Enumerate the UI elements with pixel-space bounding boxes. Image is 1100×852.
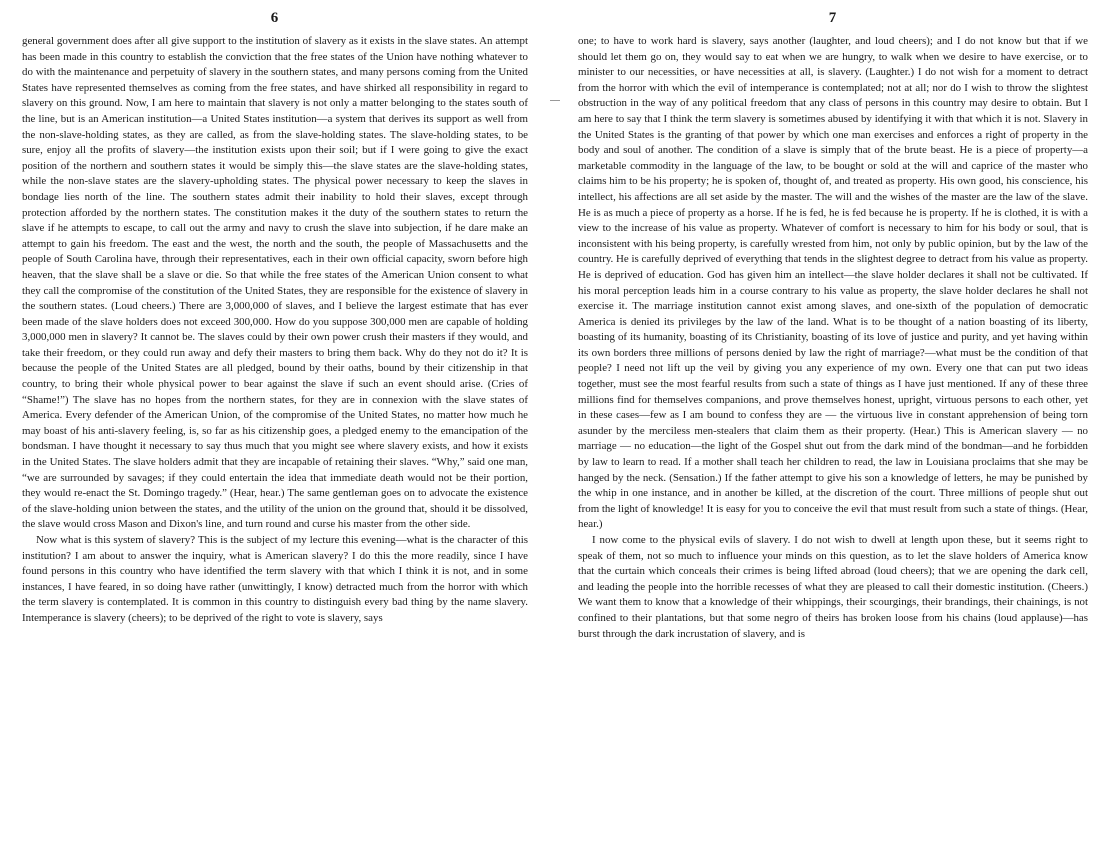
paragraph: I now come to the physical evils of slavery. I do not wish to dwell at length upon these, but it seems right to speak of them, not so much to influence your minds on this question, as to let the slave holders of America know that the curtain which conceals their crimes is being lifted abroad (loud cheers); that we are opening the dark cell, and leading the people into the horrible recesses of what they are pleased to call their domestic institution. (Cheers.) We want them to know that a knowledge of their whippings, their scourgings, their brandings, their chainings, is not confined to their plantations, but that some negro of theirs has broken loose from his chains (loud applause)—has burst through the dark incrustation of slavery, and is bbox=[578, 534, 1088, 640]
paragraph: general government does after all give support to the institution of slavery as it exists in the slave states. An attempt has been made in this country to establish the conviction that the free states of the Union have nothing whatever to do with the maintenance and perpetuity of slavery in the southern states, and many persons coming from the United States have represented themselves as coming from the free states, and have shirked all responsibility in regard to slavery on this ground. Now, I am here to maintain that slavery is not only a matter belonging to the states south of the line, but is an American institution—a United States institution—a system that derives its support as well from the non-slave-holding states, as they are called, as from the slave-holding states. The slave-holding states, to be sure, enjoy all the profits of slavery—the institution exists upon their soil; but if I were going to give the exact position of the northern and southern states it would be simply this—the slave states are the slave-holding states, while the non-slave states are the slavery-upholding states. The physical power necessary to keep the slaves in bondage lies north of the line. The southern states admit their inability to hold their slaves, except through protection afforded by the northern states. The constitution makes it the duty of the southern states to return the slave if he attempts to escape, to call out the army and navy to crush the slave into subjection, if he dare make an attempt to gain his freedom. The east and the west, the north and the south, the people of Massachusetts and the people of South Carolina have, through their representatives, each in their own official capacity, sworn before high heaven, that the slave shall be a slave or die. So that while the free states of the American Union consent to what they call the compromise of the constitution of the United States, they are responsible for the existence of slavery in the southern states. (Loud cheers.) There are 3,000,000 of slaves, and I believe the largest estimate that has ever been made of the slave holders does not exceed 300,000. How do you suppose 300,000 men are capable of holding 3,000,000 men in slavery? It cannot be. The slaves could by their own power crush their masters if they would, and take their freedom, or they could run away and defy their masters to bring them back. Why do they not do it? It is because the people of the United States are all pledged, bound by their oaths, bound by their citizenship in that country, to bring their whole physical power to bear against the slave if such an event should arise. (Cries of “Shame!”) The slave has no hopes from the northern states, for they are in connexion with the slave states of America. Every defender of the American Union, of the compromise of the United States, no matter how much he may boast of his anti-slavery feeling, is, so far as his citizenship goes, a pledged enemy to the emancipation of the bondsman. I have thought it necessary to say thus much that you might see where slavery exists, and how it exists in the United States. The slave holders admit that they are incapable of retaining their slaves. “Why,” said one man, “we are surrounded by savages; if they could entertain the idea that immediate death would not be their portion, they would re-enact the St. Domingo tragedy.” (Hear, hear.) The same gentleman goes on to advocate the existence of the slave-holding union between the states, and the utility of the union on the ground that, should it be dissolved, the slave would cross Mason and Dixon's line, and turn round and curse his master from the other side. bbox=[22, 35, 528, 531]
left-page bbox=[0, 0, 540, 852]
page-number-left: 6 bbox=[270, 10, 280, 26]
page-number-right: 7 bbox=[828, 10, 838, 26]
left-page-text bbox=[22, 34, 528, 627]
paragraph: Now what is this system of slavery? This is the subject of my lecture this evening—what is the character of this institution? I am about to answer the inquiry, what is American slavery? I do this the more readily, since I have found persons in this country who have identified the term slavery with that which I think it is not, and in some instances, I have feared, in so doing have rather (unwittingly, I know) detracted much from the horror with which the term slavery is contemplated. It is common in this country to distinguish every bad thing by the name slavery. Intemperance is slavery (cheers); to be deprived of the right to vote is slavery, says bbox=[22, 534, 528, 624]
right-page bbox=[568, 0, 1100, 852]
paragraph: one; to have to work hard is slavery, says another (laughter, and loud cheers); and I do not know but that if we should let them go on, they would say to eat when we are hungry, to walk when we desire to have exercise, or to minister to our necessities, or have necessities at all, is slavery. (Laughter.) I do not wish for a moment to detract from the horror with which the evil of intemperance is contemplated; not at all; nor do I wish to throw the slightest obstruction in the way of any political freedom that any class of persons in this country may desire to obtain. But I am here to say that I think the term slavery is sometimes abused by identifying it with that which it is not. Slavery in the United States is the granting of that power by which one man exercises and enforces a right of property in the body and soul of another. The condition of a slave is simply that of the brute beast. He is a piece of property—a marketable commodity in the language of the law, to be bought or sold at the will and caprice of the master who claims him to be his property; he is spoken of, thought of, and treated as property. His own good, his conscience, his intellect, his affections are all set aside by the master. The will and the wishes of the master are the law of the slave. He is as much a piece of property as a horse. If he is fed, he is fed because he is property. If he is clothed, it is with a view to the increase of his value as property. Whatever of comfort is necessary to him for his body or soul, that is inconsistent with his being property, is carefully wrested from him, not only by public opinion, but by the law of the country. He is carefully deprived of everything that tends in the slightest degree to detract from his value as property. He is deprived of education. God has given him an intellect—the slave holder declares it shall not be cultivated. If his moral perception leads him in a course contrary to his value as property, the slave holder declares he shall not exercise it. The marriage institution cannot exist among slaves, and one-sixth of the population of democratic America is denied its privileges by the law of the land. What is to be thought of a nation boasting of its liberty, boasting of its humanity, boasting of its Christianity, boasting of its love of justice and purity, and yet having within its own borders three millions of persons denied by law the right of marriage?—what must be the condition of that people? I need not lift up the veil by giving you any experience of my own. Every one that can put two ideas together, must see the most fearful results from such a state of things as I have just mentioned. If any of these three millions find for themselves companions, and prove themselves honest, upright, virtuous persons to each other, yet in these cases—few as I am bound to confess they are — the virtuous live in constant apprehension of being torn asunder by the merciless men-stealers that claim them as their property. (Hear.) This is American slavery — no marriage — no education—the light of the Gospel shut out from the dark mind of the bondman—and he forbidden by law to learn to read. If a mother shall teach her children to read, the law in Louisiana proclaims that she may be hanged by the neck. (Sensation.) If the father attempt to give his son a knowledge of letters, he may be punished by the whip in one instance, and in another be killed, at the discretion of the court. Three millions of people shut out from the light of knowledge! It is easy for you to conceive the evil that must result from such a state of things. (Hear, hear.) bbox=[578, 35, 1088, 531]
gutter-mark bbox=[550, 100, 560, 101]
right-page-text bbox=[578, 34, 1088, 642]
